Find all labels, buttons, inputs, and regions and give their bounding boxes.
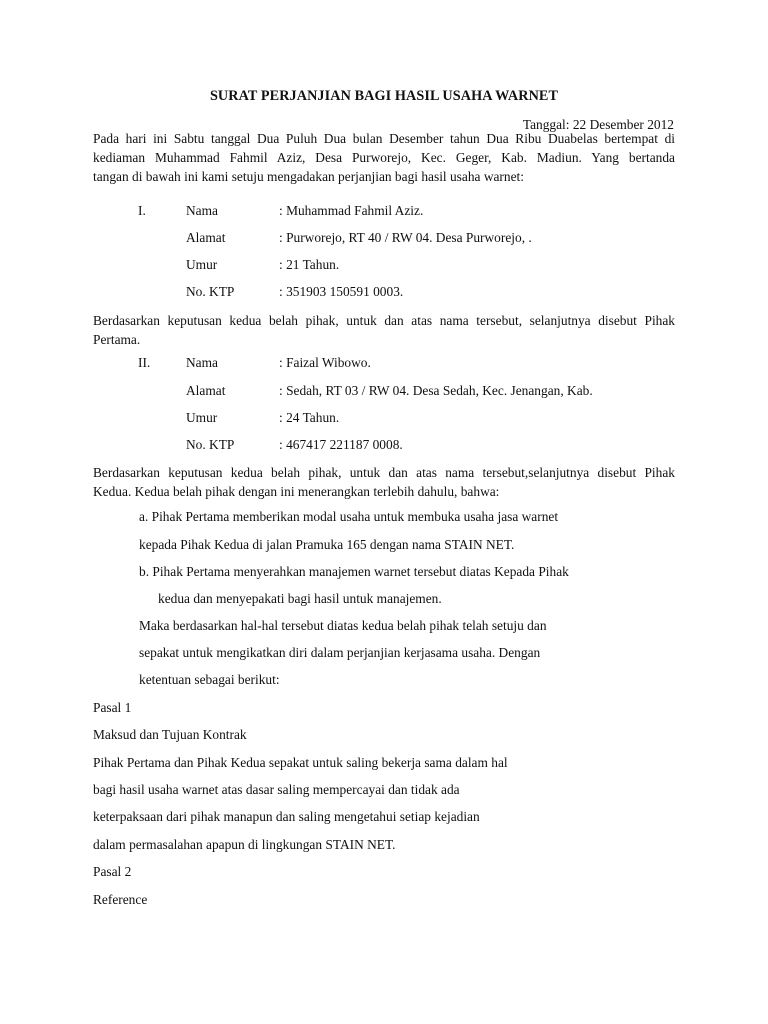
opening-line: kediaman Muhammad Fahmil Aziz, Desa Purworejo, Kec. Geger, Kab. Madiun. Yang bertanda bbox=[93, 150, 675, 165]
party1-label: Alamat bbox=[186, 230, 226, 245]
opening-line: tangan di bawah ini kami setuju mengadakan perjanjian bagi hasil usaha warnet: bbox=[93, 169, 524, 184]
pasal2-heading: Pasal 2 bbox=[93, 864, 132, 879]
party1-numeral: I. bbox=[138, 203, 146, 218]
document-title: SURAT PERJANJIAN BAGI HASIL USAHA WARNET bbox=[209, 88, 559, 104]
designation-line: Berdasarkan keputusan kedua belah pihak, untuk dan atas nama tersebut, selanjutnya disebut Pihak bbox=[93, 313, 675, 328]
pasal1-line: Pihak Pertama dan Pihak Kedua sepakat untuk saling bekerja sama dalam hal bbox=[93, 755, 508, 770]
opening-line: Pada hari ini Sabtu tanggal Dua Puluh Dua bulan Desember tahun Dua Ribu Duabelas bertempat di bbox=[93, 131, 675, 146]
party2-value: : Sedah, RT 03 / RW 04. Desa Sedah, Kec. Jenangan, Kab. bbox=[279, 383, 593, 398]
opening-paragraph bbox=[93, 129, 675, 186]
party1-label: No. KTP bbox=[186, 284, 235, 299]
pasal2-subheading: Reference bbox=[93, 892, 148, 907]
designation-line: Pertama. bbox=[93, 332, 141, 347]
designation-line: Kedua. Kedua belah pihak dengan ini menerangkan terlebih dahulu, bahwa: bbox=[93, 484, 500, 499]
clause-line: kedua dan menyepakati bagi hasil untuk manajemen. bbox=[158, 591, 442, 606]
party2-label: Nama bbox=[186, 355, 218, 370]
clause-line: kepada Pihak Kedua di jalan Pramuka 165 dengan nama STAIN NET. bbox=[139, 537, 515, 552]
pasal1-line: bagi hasil usaha warnet atas dasar saling mempercayai dan tidak ada bbox=[93, 782, 460, 797]
clause-line: a. Pihak Pertama memberikan modal usaha untuk membuka usaha jasa warnet bbox=[139, 509, 559, 524]
party2-value: : 467417 221187 0008. bbox=[279, 437, 403, 452]
document-date: Tanggal: 22 Desember 2012 bbox=[522, 117, 674, 132]
party1-value: : 21 Tahun. bbox=[279, 257, 340, 272]
party1-value: : Purworejo, RT 40 / RW 04. Desa Purworejo, . bbox=[279, 230, 532, 245]
party1-label: Umur bbox=[186, 257, 218, 272]
party1-value: : 351903 150591 0003. bbox=[279, 284, 404, 299]
party1-designation bbox=[93, 311, 675, 349]
clause-line: b. Pihak Pertama menyerahkan manajemen warnet tersebut diatas Kepada Pihak bbox=[139, 564, 569, 579]
clause-line: Maka berdasarkan hal-hal tersebut diatas kedua belah pihak telah setuju dan bbox=[139, 618, 547, 633]
party2-label: Alamat bbox=[186, 383, 226, 398]
clause-line: sepakat untuk mengikatkan diri dalam perjanjian kerjasama usaha. Dengan bbox=[139, 645, 541, 660]
party2-label: Umur bbox=[186, 410, 218, 425]
pasal1-line: keterpaksaan dari pihak manapun dan saling mengetahui setiap kejadian bbox=[93, 809, 480, 824]
pasal1-subheading: Maksud dan Tujuan Kontrak bbox=[93, 727, 247, 742]
party1-label: Nama bbox=[186, 203, 218, 218]
party2-numeral: II. bbox=[138, 355, 151, 370]
party1-value: : Muhammad Fahmil Aziz. bbox=[279, 203, 424, 218]
pasal1-heading: Pasal 1 bbox=[93, 700, 132, 715]
pasal1-line: dalam permasalahan apapun di lingkungan STAIN NET. bbox=[93, 837, 396, 852]
party2-label: No. KTP bbox=[186, 437, 235, 452]
party2-value: : 24 Tahun. bbox=[279, 410, 340, 425]
clause-line: ketentuan sebagai berikut: bbox=[139, 672, 280, 687]
party2-designation bbox=[93, 463, 675, 501]
designation-line: Berdasarkan keputusan kedua belah pihak, untuk dan atas nama tersebut,selanjutnya disebut Pihak bbox=[93, 465, 675, 480]
party2-value: : Faizal Wibowo. bbox=[279, 355, 371, 370]
